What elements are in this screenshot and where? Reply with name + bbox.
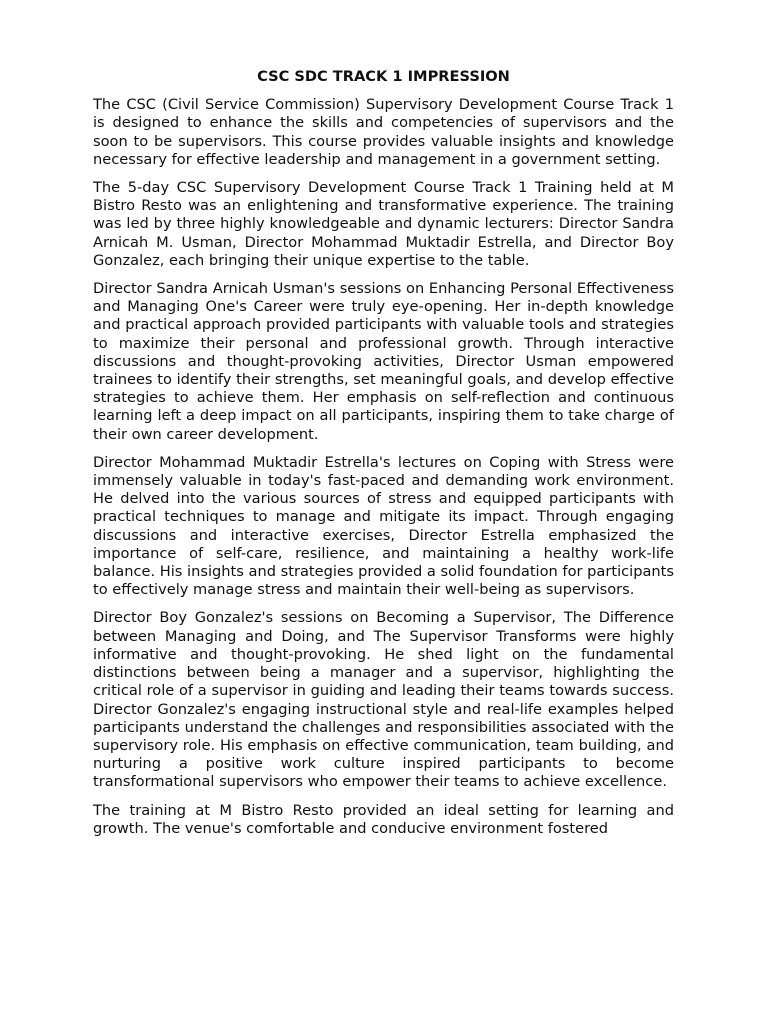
paragraph-course-overview: The CSC (Civil Service Commission) Supervisory Development Course Track 1 is designed to enhance the skills and competencies of supervisors and the soon to be supervisors. This course provides valuable insights and knowledge necessary for effective leadership and management in a government setting. <box>93 96 674 168</box>
paragraph-training-overview: The 5-day CSC Supervisory Development Course Track 1 Training held at M Bistro Resto was an enlightening and transformative experience. The training was led by three highly knowledgeable and dynamic lecturers: Director Sandra Arnicah M. Usman, Director Mohammad Muktadir Estrella, and Director Boy Gonzalez, each bringing their unique expertise to the table. <box>93 179 674 269</box>
document-title: CSC SDC TRACK 1 IMPRESSION <box>257 68 510 85</box>
paragraph-director-estrella: Director Mohammad Muktadir Estrella's lectures on Coping with Stress were immensely valuable in today's fast-paced and demanding work environment. He delved into the various sources of stress and equipped participants with practical techniques to manage and mitigate its impact. Through engaging discussions and interactive exercises, Director Estrella emphasized the importance of self-care, resilience, and maintaining a healthy work-life balance. His insights and strategies provided a solid foundation for participants to effectively manage stress and maintain their well-being as supervisors. <box>93 453 674 599</box>
paragraph-director-gonzalez: Director Boy Gonzalez's sessions on Becoming a Supervisor, The Difference between Managing and Doing, and The Supervisor Transforms were highly informative and thought-provoking. He shed light on the fundamental distinctions between being a manager and a supervisor, highlighting the critical role of a supervisor in guiding and leading their teams towards success. Director Gonzalez's engaging instructional style and real-life examples helped participants understand the challenges and responsibilities associated with the supervisory role. His emphasis on effective communication, team building, and nurturing a positive work culture inspired participants to become transformational supervisors who empower their teams to achieve excellence. <box>93 609 674 791</box>
paragraph-venue: The training at M Bistro Resto provided an ideal setting for learning and growth. The venue's comfortable and conducive environment fostered <box>93 801 674 837</box>
paragraph-director-usman: Director Sandra Arnicah Usman's sessions on Enhancing Personal Effectiveness and Managing One's Career were truly eye-opening. Her in-depth knowledge and practical approach provided participants with valuable tools and strategies to maximize their personal and professional growth. Through interactive discussions and thought-provoking activities, Director Usman empowered trainees to identify their strengths, set meaningful goals, and develop effective strategies to achieve them. Her emphasis on self-reflection and continuous learning left a deep impact on all participants, inspiring them to take charge of their own career development. <box>93 280 674 443</box>
document-page <box>93 68 674 848</box>
